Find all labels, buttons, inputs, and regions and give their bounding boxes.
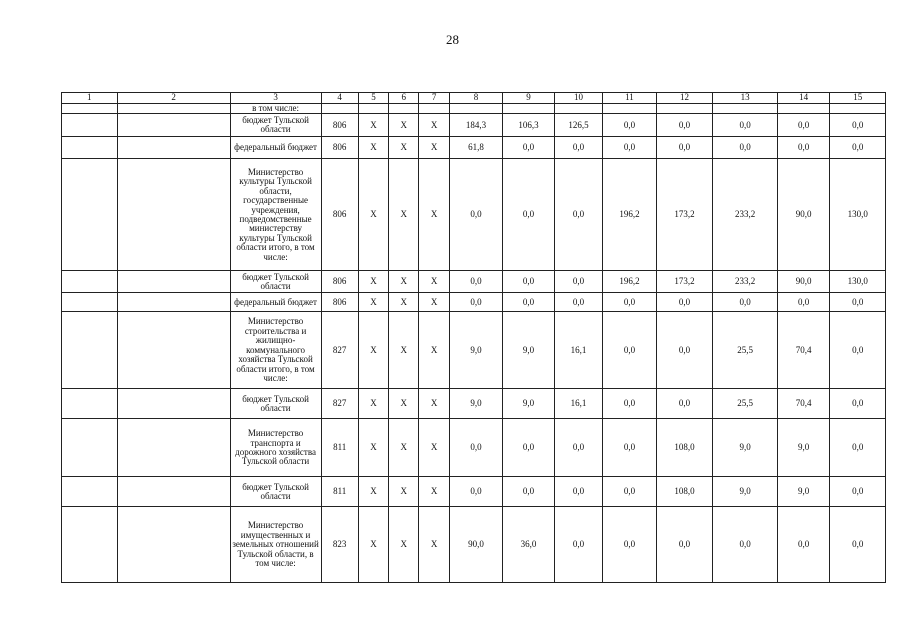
value-cell: 0,0: [449, 477, 503, 507]
col2-cell: [117, 293, 230, 312]
col2-cell: [117, 137, 230, 159]
table-row: [62, 271, 886, 293]
value-cell: 9,0: [503, 312, 555, 389]
value-cell: 9,0: [449, 312, 503, 389]
marker-cell: Х: [358, 293, 388, 312]
value-cell: 130,0: [830, 159, 886, 271]
value-cell: 9,0: [777, 419, 830, 477]
col2-cell: [117, 312, 230, 389]
value-cell: 70,4: [777, 389, 830, 419]
marker-cell: [389, 104, 419, 114]
code-cell: 811: [321, 477, 358, 507]
marker-cell: Х: [389, 389, 419, 419]
value-cell: 0,0: [503, 293, 555, 312]
code-cell: 827: [321, 389, 358, 419]
marker-cell: Х: [358, 419, 388, 477]
col1-cell: [62, 293, 118, 312]
value-cell: 233,2: [713, 271, 778, 293]
description-cell: бюджет Тульской области: [230, 271, 321, 293]
value-cell: 90,0: [449, 507, 503, 583]
value-cell: 0,0: [503, 477, 555, 507]
value-cell: 173,2: [656, 159, 713, 271]
value-cell: 0,0: [603, 419, 657, 477]
table-row: [62, 137, 886, 159]
value-cell: 9,0: [713, 477, 778, 507]
value-cell: 0,0: [554, 293, 602, 312]
value-cell: 0,0: [713, 137, 778, 159]
marker-cell: Х: [389, 419, 419, 477]
header-row: [62, 93, 886, 104]
col1-cell: [62, 271, 118, 293]
value-cell: 70,4: [777, 312, 830, 389]
table-row: [62, 159, 886, 271]
marker-cell: Х: [419, 114, 449, 137]
value-cell: 184,3: [449, 114, 503, 137]
value-cell: 0,0: [603, 137, 657, 159]
marker-cell: [419, 104, 449, 114]
marker-cell: Х: [358, 507, 388, 583]
code-cell: 806: [321, 114, 358, 137]
value-cell: 0,0: [656, 507, 713, 583]
marker-cell: Х: [419, 389, 449, 419]
description-cell: федеральный бюджет: [230, 293, 321, 312]
value-cell: 0,0: [830, 389, 886, 419]
value-cell: [713, 104, 778, 114]
marker-cell: Х: [358, 114, 388, 137]
value-cell: 25,5: [713, 312, 778, 389]
header-cell: 10: [554, 93, 602, 104]
value-cell: 0,0: [713, 293, 778, 312]
code-cell: 806: [321, 293, 358, 312]
value-cell: 90,0: [777, 159, 830, 271]
value-cell: 0,0: [656, 312, 713, 389]
description-cell: бюджет Тульской области: [230, 477, 321, 507]
value-cell: 0,0: [503, 159, 555, 271]
value-cell: 36,0: [503, 507, 555, 583]
table-row: [62, 114, 886, 137]
value-cell: [554, 104, 602, 114]
value-cell: 0,0: [656, 137, 713, 159]
value-cell: 0,0: [554, 137, 602, 159]
value-cell: 0,0: [603, 293, 657, 312]
value-cell: 0,0: [713, 507, 778, 583]
col2-cell: [117, 507, 230, 583]
col1-cell: [62, 114, 118, 137]
description-cell: в том числе:: [230, 104, 321, 114]
value-cell: 0,0: [656, 389, 713, 419]
header-cell: 2: [117, 93, 230, 104]
header-cell: 5: [358, 93, 388, 104]
value-cell: 0,0: [449, 419, 503, 477]
col1-cell: [62, 389, 118, 419]
header-cell: 4: [321, 93, 358, 104]
marker-cell: Х: [358, 137, 388, 159]
header-cell: 9: [503, 93, 555, 104]
marker-cell: Х: [389, 271, 419, 293]
value-cell: 0,0: [603, 507, 657, 583]
budget-table: [61, 92, 886, 583]
value-cell: 0,0: [554, 271, 602, 293]
header-cell: 6: [389, 93, 419, 104]
value-cell: 0,0: [830, 114, 886, 137]
description-cell: бюджет Тульской области: [230, 389, 321, 419]
value-cell: 0,0: [713, 114, 778, 137]
value-cell: 90,0: [777, 271, 830, 293]
value-cell: 0,0: [830, 312, 886, 389]
marker-cell: Х: [389, 159, 419, 271]
code-cell: 823: [321, 507, 358, 583]
marker-cell: Х: [419, 137, 449, 159]
header-cell: 1: [62, 93, 118, 104]
value-cell: 130,0: [830, 271, 886, 293]
value-cell: [656, 104, 713, 114]
value-cell: 9,0: [713, 419, 778, 477]
value-cell: 25,5: [713, 389, 778, 419]
marker-cell: Х: [358, 477, 388, 507]
value-cell: 0,0: [830, 477, 886, 507]
col2-cell: [117, 477, 230, 507]
value-cell: 0,0: [554, 159, 602, 271]
header-cell: 14: [777, 93, 830, 104]
col2-cell: [117, 271, 230, 293]
value-cell: 0,0: [554, 477, 602, 507]
marker-cell: Х: [358, 271, 388, 293]
header-cell: 12: [656, 93, 713, 104]
description-cell: бюджет Тульской области: [230, 114, 321, 137]
value-cell: 0,0: [554, 507, 602, 583]
value-cell: 0,0: [830, 293, 886, 312]
marker-cell: Х: [419, 477, 449, 507]
marker-cell: Х: [358, 312, 388, 389]
value-cell: 0,0: [656, 293, 713, 312]
table-row: [62, 104, 886, 114]
value-cell: 0,0: [503, 271, 555, 293]
marker-cell: Х: [419, 419, 449, 477]
marker-cell: Х: [389, 114, 419, 137]
value-cell: 0,0: [777, 293, 830, 312]
marker-cell: Х: [419, 271, 449, 293]
col1-cell: [62, 159, 118, 271]
marker-cell: Х: [389, 507, 419, 583]
value-cell: 0,0: [603, 114, 657, 137]
page-number: 28: [446, 32, 459, 47]
col1-cell: [62, 104, 118, 114]
col2-cell: [117, 389, 230, 419]
value-cell: 9,0: [503, 389, 555, 419]
header-cell: 15: [830, 93, 886, 104]
description-cell: Министерство транспорта и дорожного хозяйства Тульской области: [230, 419, 321, 477]
value-cell: 106,3: [503, 114, 555, 137]
table-row: [62, 477, 886, 507]
code-cell: [321, 104, 358, 114]
marker-cell: Х: [389, 477, 419, 507]
col2-cell: [117, 419, 230, 477]
description-cell: Министерство имущественных и земельных отношений Тульской области, в том числе:: [230, 507, 321, 583]
value-cell: 196,2: [603, 271, 657, 293]
value-cell: 16,1: [554, 389, 602, 419]
table-row: [62, 419, 886, 477]
header-cell: 7: [419, 93, 449, 104]
value-cell: [503, 104, 555, 114]
marker-cell: Х: [419, 507, 449, 583]
marker-cell: Х: [389, 137, 419, 159]
value-cell: 108,0: [656, 477, 713, 507]
code-cell: 811: [321, 419, 358, 477]
code-cell: 806: [321, 159, 358, 271]
value-cell: 0,0: [830, 507, 886, 583]
col1-cell: [62, 507, 118, 583]
marker-cell: Х: [419, 159, 449, 271]
value-cell: 0,0: [503, 137, 555, 159]
header-cell: 11: [603, 93, 657, 104]
code-cell: 827: [321, 312, 358, 389]
col1-cell: [62, 419, 118, 477]
col2-cell: [117, 104, 230, 114]
value-cell: 0,0: [449, 293, 503, 312]
value-cell: 0,0: [830, 419, 886, 477]
value-cell: [449, 104, 503, 114]
code-cell: 806: [321, 271, 358, 293]
value-cell: 0,0: [656, 114, 713, 137]
value-cell: 0,0: [449, 271, 503, 293]
value-cell: 196,2: [603, 159, 657, 271]
value-cell: 61,8: [449, 137, 503, 159]
value-cell: 0,0: [603, 312, 657, 389]
table-row: [62, 312, 886, 389]
value-cell: 233,2: [713, 159, 778, 271]
header-cell: 3: [230, 93, 321, 104]
table-row: [62, 389, 886, 419]
value-cell: 0,0: [503, 419, 555, 477]
value-cell: 173,2: [656, 271, 713, 293]
description-cell: Министерство культуры Тульской области, государственные учреждения, подведомственные министерству культуры Тульской области итого, в том числе:: [230, 159, 321, 271]
value-cell: 16,1: [554, 312, 602, 389]
marker-cell: Х: [419, 293, 449, 312]
value-cell: 0,0: [554, 419, 602, 477]
marker-cell: Х: [389, 293, 419, 312]
value-cell: 0,0: [830, 137, 886, 159]
value-cell: 0,0: [777, 114, 830, 137]
marker-cell: Х: [358, 389, 388, 419]
table-row: [62, 507, 886, 583]
value-cell: 0,0: [603, 477, 657, 507]
value-cell: [603, 104, 657, 114]
code-cell: 806: [321, 137, 358, 159]
description-cell: Министерство строительства и жилищно-коммунального хозяйства Тульской области итого, в том числе:: [230, 312, 321, 389]
marker-cell: Х: [419, 312, 449, 389]
col2-cell: [117, 159, 230, 271]
value-cell: 126,5: [554, 114, 602, 137]
marker-cell: Х: [358, 159, 388, 271]
col1-cell: [62, 312, 118, 389]
header-cell: 8: [449, 93, 503, 104]
value-cell: 0,0: [777, 137, 830, 159]
col1-cell: [62, 477, 118, 507]
col1-cell: [62, 137, 118, 159]
description-cell: федеральный бюджет: [230, 137, 321, 159]
table-row: [62, 293, 886, 312]
col2-cell: [117, 114, 230, 137]
value-cell: 0,0: [777, 507, 830, 583]
marker-cell: Х: [389, 312, 419, 389]
value-cell: 9,0: [777, 477, 830, 507]
marker-cell: [358, 104, 388, 114]
value-cell: 108,0: [656, 419, 713, 477]
value-cell: 0,0: [603, 389, 657, 419]
value-cell: 9,0: [449, 389, 503, 419]
header-cell: 13: [713, 93, 778, 104]
value-cell: 0,0: [449, 159, 503, 271]
value-cell: [777, 104, 830, 114]
value-cell: [830, 104, 886, 114]
